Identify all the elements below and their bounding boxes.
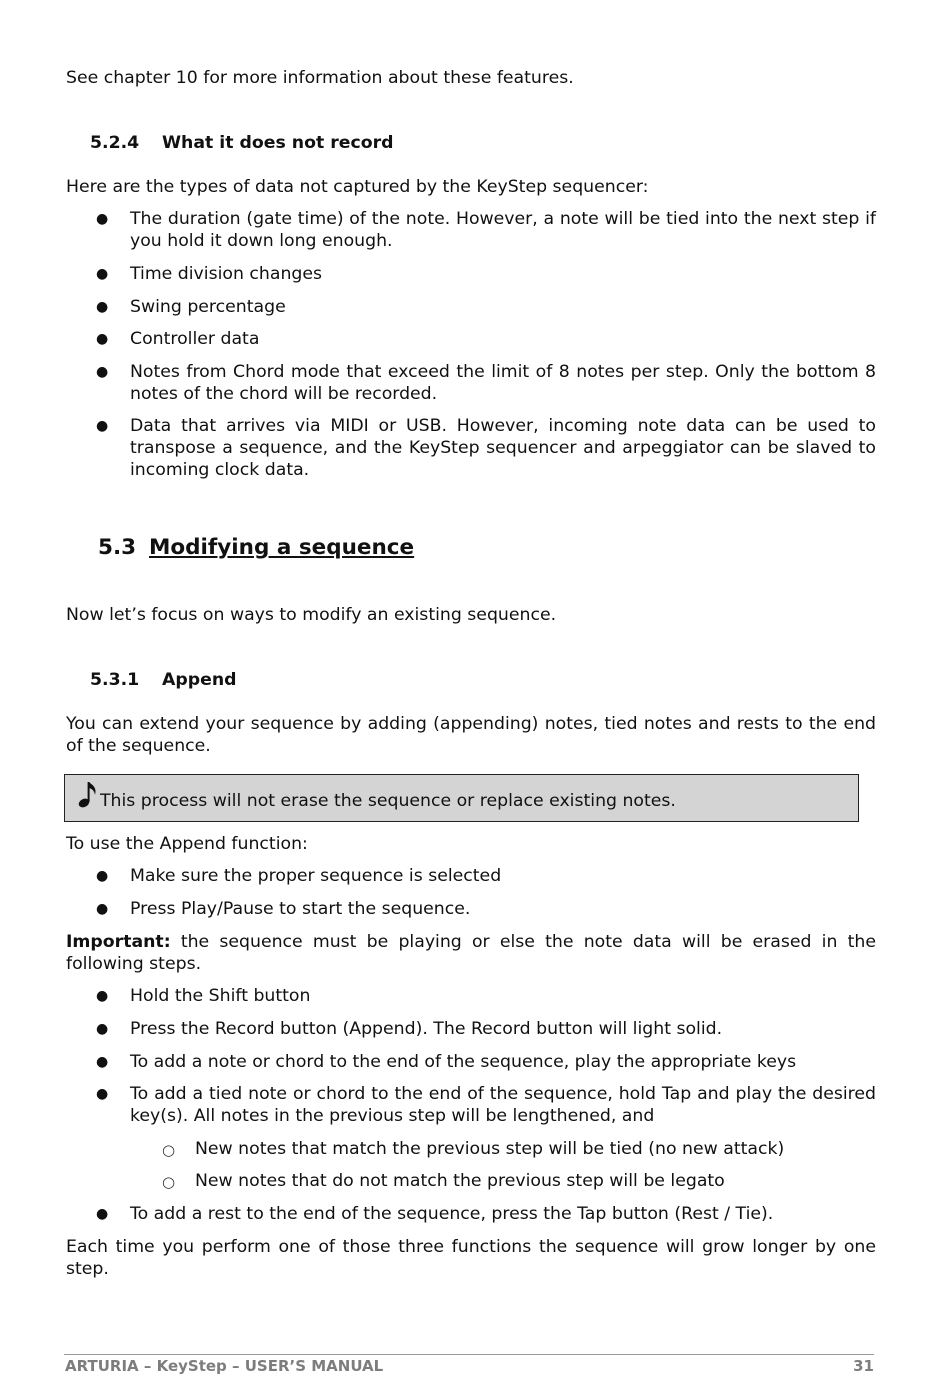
list-item <box>96 1203 876 1225</box>
intro-line: See chapter 10 for more information about these features. <box>66 68 574 88</box>
list-item-text: The duration (gate time) of the note. However, a note will be tied into the next step if you hold it down long enough. <box>130 209 876 251</box>
sub-list-item-text: New notes that do not match the previous step will be legato <box>195 1171 725 1191</box>
sub-list-item <box>162 1138 876 1160</box>
page-number: 31 <box>853 1357 874 1375</box>
list-item-text: To add a note or chord to the end of the sequence, play the appropriate keys <box>130 1052 797 1072</box>
list-item-text: Hold the Shift button <box>130 986 311 1006</box>
bullet-icon: ● <box>96 1054 109 1070</box>
section-title: What it does not record <box>162 133 394 153</box>
list-item-text: Press the Record button (Append). The Record button will light solid. <box>130 1019 723 1039</box>
list-item <box>96 1083 876 1127</box>
music-note-icon <box>77 779 99 814</box>
list-item <box>96 898 876 920</box>
list-item <box>96 361 876 405</box>
list-item <box>96 415 876 481</box>
sub-list-item-text: New notes that match the previous step will be tied (no new attack) <box>195 1139 785 1159</box>
list-item-text: Swing percentage <box>130 297 286 317</box>
note-callout <box>64 774 859 822</box>
section-heading-5-2-4 <box>90 132 393 154</box>
section-heading-5-3-1 <box>90 669 237 691</box>
list-item-text: Notes from Chord mode that exceed the limit of 8 notes per step. Only the bottom 8 notes of the chord will be recorded. <box>130 362 876 404</box>
bullet-icon: ● <box>96 1086 109 1102</box>
list-item-text: Press Play/Pause to start the sequence. <box>130 899 471 919</box>
list-item <box>96 985 876 1007</box>
list-item <box>96 208 876 252</box>
section-lead: Now let’s focus on ways to modify an existing sequence. <box>66 605 557 625</box>
hollow-circle-icon: ○ <box>162 1141 176 1159</box>
list-item-text: To add a rest to the end of the sequence, press the Tap button (Rest / Tie). <box>130 1204 774 1224</box>
important-paragraph <box>66 931 876 975</box>
bullet-icon: ● <box>96 266 109 282</box>
section-title: Append <box>162 670 237 690</box>
important-text: the sequence must be playing or else the note data will be erased in the following steps. <box>66 932 876 974</box>
bullet-icon: ● <box>96 364 109 380</box>
section-number: 5.3.1 <box>90 670 140 690</box>
important-label: Important: <box>66 932 171 952</box>
section-title: Modifying a sequence <box>149 535 415 560</box>
closing-paragraph: Each time you perform one of those three functions the sequence will grow longer by one step. <box>66 1237 876 1279</box>
instruction-lead: To use the Append function: <box>66 834 308 854</box>
list-item-text: Time division changes <box>130 264 323 284</box>
bullet-icon: ● <box>96 901 109 917</box>
sub-list-item <box>162 1170 876 1192</box>
list-item-text: Data that arrives via MIDI or USB. However, incoming note data can be used to transpose a sequence, and the KeyStep sequencer and arpeggiator can be slaved to incoming clock data. <box>130 416 876 480</box>
list-item <box>96 328 876 350</box>
bullet-icon: ● <box>96 211 109 227</box>
bullet-icon: ● <box>96 1206 109 1222</box>
list-item <box>96 865 876 887</box>
footer-divider <box>64 1354 874 1355</box>
hollow-circle-icon: ○ <box>162 1173 176 1191</box>
list-item <box>96 296 876 318</box>
section-number: 5.2.4 <box>90 133 140 153</box>
section-lead: Here are the types of data not captured by the KeyStep sequencer: <box>66 177 649 197</box>
section-heading-5-3 <box>98 534 414 562</box>
bullet-icon: ● <box>96 299 109 315</box>
bullet-icon: ● <box>96 418 109 434</box>
bullet-icon: ● <box>96 1021 109 1037</box>
list-item-text: Make sure the proper sequence is selected <box>130 866 502 886</box>
section-number: 5.3 <box>98 535 137 560</box>
note-text: This process will not erase the sequence or replace existing notes. <box>100 791 676 811</box>
list-item <box>96 1051 876 1073</box>
list-item <box>96 263 876 285</box>
footer-title: ARTURIA – KeyStep – USER’S MANUAL <box>65 1357 384 1375</box>
bullet-icon: ● <box>96 988 109 1004</box>
section-lead: You can extend your sequence by adding (appending) notes, tied notes and rests to the end of the sequence. <box>66 714 876 756</box>
bullet-icon: ● <box>96 331 109 347</box>
list-item <box>96 1018 876 1040</box>
list-item-text: To add a tied note or chord to the end of the sequence, hold Tap and play the desired key(s). All notes in the previous step will be lengthened, and <box>130 1084 876 1126</box>
list-item-text: Controller data <box>130 329 260 349</box>
bullet-icon: ● <box>96 868 109 884</box>
